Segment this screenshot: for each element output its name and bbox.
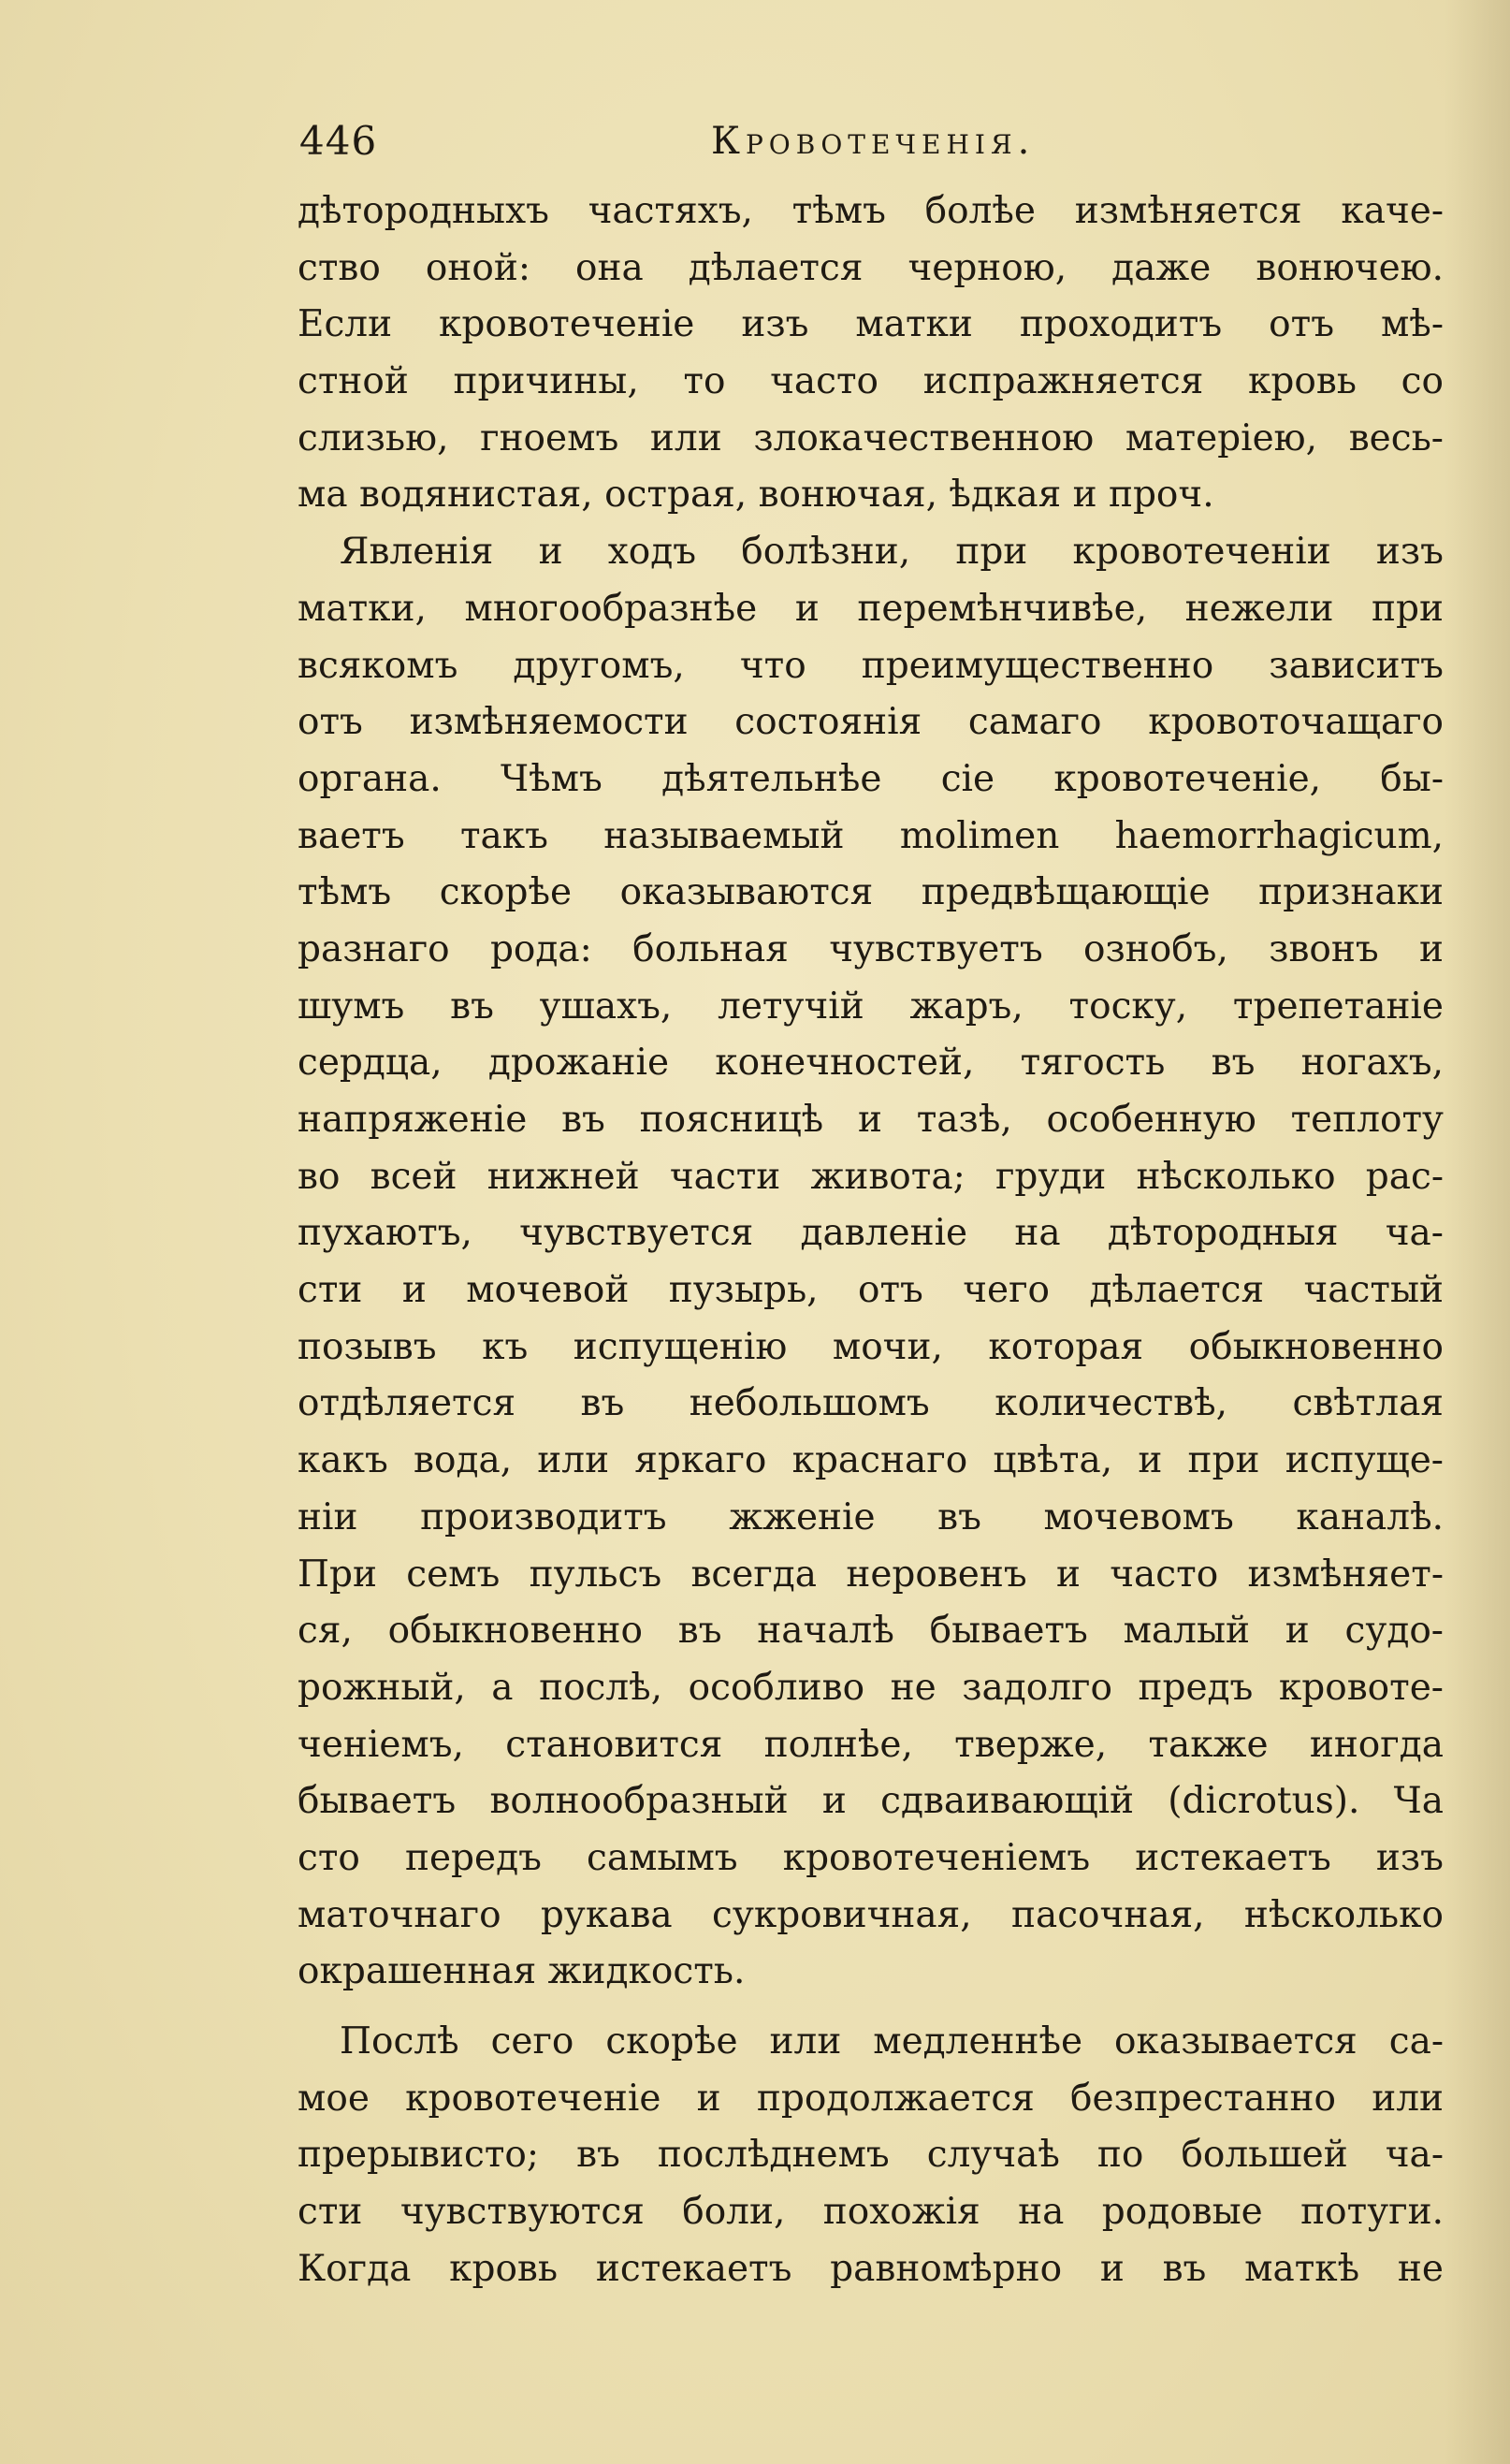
text-line: сто передъ самымъ кровотеченіемъ истекаетъ изъ [298, 1836, 1444, 1879]
text-line: отдѣляется въ небольшомъ количествѣ, свѣтлая [298, 1382, 1444, 1425]
paragraph-gap [298, 2001, 1444, 2014]
text-line: ніи производитъ жженіе въ мочевомъ каналѣ. [298, 1495, 1444, 1538]
text-line: ма водянистая, острая, вонючая, ѣдкая и проч. [298, 474, 1214, 517]
text-line: отъ измѣняемости состоянія самаго кровоточащаго [298, 701, 1444, 744]
text-line: Когда кровь истекаетъ равномѣрно и въ маткѣ не [298, 2247, 1444, 2290]
text-line: какъ вода, или яркаго краснаго цвѣта, и при испуще- [298, 1439, 1444, 1482]
page-number: 446 [299, 118, 378, 164]
text-line: ваетъ такъ называемый molimen haemorrhagicum, [298, 814, 1444, 857]
text-line: ся, обыкновенно въ началѣ бываетъ малый и судо- [298, 1610, 1444, 1653]
text-line: разнаго рода: больная чувствуетъ ознобъ, звонъ и [298, 927, 1444, 970]
text-line: сти чувствуются боли, похожія на родовые потуги. [298, 2191, 1444, 2234]
text-line: матки, многообразнѣе и перемѣнчивѣе, нежели при [298, 587, 1444, 630]
text-line: позывъ къ испущенію мочи, которая обыкновенно [298, 1325, 1444, 1368]
text-line: сти и мочевой пузырь, отъ чего дѣлается частый [298, 1269, 1444, 1312]
text-line: напряженіе въ поясницѣ и тазѣ, особенную теплоту [298, 1099, 1444, 1141]
text-line: шумъ въ ушахъ, летучій жаръ, тоску, трепетаніе [298, 984, 1444, 1028]
body-text [298, 183, 1444, 2297]
text-line: ченіемъ, становится полнѣе, тверже, также иногда [298, 1723, 1444, 1766]
text-line: ство оной: она дѣлается черною, даже вонючею. [298, 246, 1444, 289]
text-line: маточнаго рукава сукровичная, пасочная, нѣсколько [298, 1893, 1444, 1936]
text-line: во всей нижней части живота; груди нѣсколько рас- [298, 1155, 1444, 1198]
text-line: При семъ пульсъ всегда неровенъ и часто измѣняет- [298, 1553, 1444, 1596]
text-line: сердца, дрожаніе конечностей, тягость въ ногахъ, [298, 1042, 1444, 1085]
text-line: Если кровотеченіе изъ матки проходитъ отъ мѣ- [298, 303, 1444, 346]
text-line: пухаютъ, чувствуется давленіе на дѣтородныя ча- [298, 1212, 1444, 1255]
text-line: слизью, гноемъ или злокачественною матеріею, весь- [298, 416, 1444, 459]
text-line: стной причины, то часто испражняется кровь со [298, 360, 1444, 403]
text-line: бываетъ волнообразный и сдваивающій (dicrotus). Ча [298, 1780, 1444, 1823]
text-line: тѣмъ скорѣе оказываются предвѣщающіе признаки [298, 871, 1444, 914]
page-header [299, 110, 1441, 176]
text-line: органа. Чѣмъ дѣятельнѣе сіе кровотеченіе, бы- [298, 757, 1444, 800]
text-line: окрашенная жидкость. [298, 1950, 746, 1993]
running-title: Кровотеченія. [711, 120, 1036, 163]
text-line: Явленія и ходъ болѣзни, при кровотеченіи изъ [340, 531, 1444, 574]
text-line: прерывисто; въ послѣднемъ случаѣ по большей ча- [298, 2134, 1444, 2177]
text-line: рожный, а послѣ, особливо не задолго предъ кровоте- [298, 1666, 1444, 1709]
text-line: Послѣ сего скорѣе или медленнѣе оказывается са- [340, 2020, 1444, 2063]
text-line: всякомъ другомъ, что преимущественно зависитъ [298, 644, 1444, 687]
page-edge-shadow [1445, 0, 1510, 2464]
text-line: дѣтородныхъ частяхъ, тѣмъ болѣе измѣняется кaче- [298, 190, 1444, 232]
text-line: мое кровотеченіе и продолжается безпрестанно или [298, 2077, 1444, 2120]
